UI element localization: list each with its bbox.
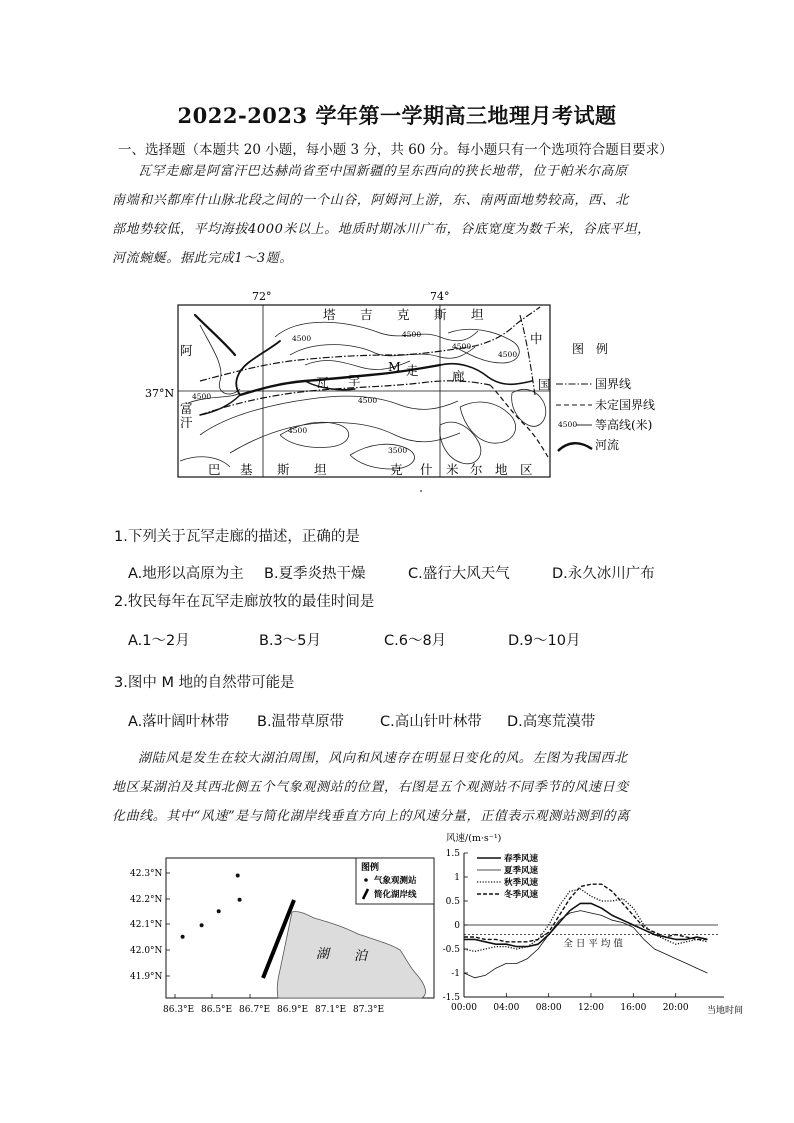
daily-mean-label: 全 日 平 均 值 — [563, 938, 623, 950]
china-label: 国 — [538, 377, 551, 392]
y-tick-label: -1.5 — [442, 993, 460, 1003]
contour-value: 3500 — [388, 446, 408, 455]
tajik-label: 吉 — [360, 307, 373, 322]
chart-xlabel: 当地时间 — [707, 1006, 744, 1016]
place-labels — [180, 307, 551, 477]
lat-tick: 42.2°N — [130, 895, 163, 905]
pakistan-label: 克 — [390, 462, 403, 477]
question-1-stem: 1.下列关于瓦罕走廊的描述，正确的是 — [114, 529, 360, 545]
y-tick-label: -0.5 — [442, 945, 460, 955]
corridor-label: 走 — [406, 363, 419, 378]
contour-value: 4500 — [288, 426, 308, 435]
afghan-label: 富 — [180, 401, 193, 416]
pakistan-label: 什 — [420, 462, 433, 477]
x-tick-label: 04:00 — [493, 1003, 520, 1013]
passage-2-line: 地区某湖泊及其西北侧五个气象观测站的位置，右图是五个观测站不同季节的风速日变 — [112, 780, 629, 795]
contour-value: 4500 — [498, 350, 518, 359]
weather-station — [181, 935, 185, 939]
afghan-label: 汗 — [180, 415, 193, 430]
q3-option-b: B.温带草原带 — [257, 714, 345, 730]
lat-tick: 42.1°N — [130, 920, 163, 930]
tajik-label: 坦 — [471, 307, 484, 322]
weather-station — [238, 898, 242, 902]
passage-2-line: 湖陆风是发生在较大湖泊周围，风向和风速存在明显日变化的风。左图为我国西北 — [138, 751, 628, 766]
legend-winter: 冬季风速 — [504, 890, 539, 900]
corridor-label: 瓦 — [316, 375, 329, 390]
contour-values — [192, 330, 517, 455]
lon-tick: 86.7°E — [239, 1005, 271, 1015]
pakistan-label: 基 — [240, 462, 253, 477]
q2-option-d: D.9～10月 — [508, 633, 581, 649]
contour-value: 4500 — [452, 342, 472, 351]
pakistan-label: 区 — [520, 462, 533, 477]
lake-label: 湖 — [316, 947, 330, 962]
q1-option-a: A.地形以高原为主 — [128, 566, 244, 582]
pakistan-label: 地 — [495, 462, 508, 477]
passage-1-line: 南端和兴都库什山脉北段之间的一个山谷，阿姆河上游，东、南两面地势较高，西、北 — [112, 193, 629, 208]
lon-tick: 86.3°E — [163, 1005, 195, 1015]
passage-1-line: 河流蜿蜒。据此完成1～3题。 — [112, 251, 293, 266]
q1-option-c: C.盛行大风天气 — [408, 566, 510, 582]
x-tick-label: 20:00 — [662, 1003, 689, 1013]
legend-summer: 夏季风速 — [504, 866, 539, 876]
wind-speed-chart — [420, 828, 765, 1018]
passage-1-line: 部地势较低，平均海拔4000米以上。地质时期冰川广布，谷底宽度为数千米，谷底平坦， — [112, 222, 651, 237]
dot-mark — [420, 490, 422, 492]
lon-tick: 86.5°E — [201, 1005, 233, 1015]
lon-tick: 87.3°E — [353, 1005, 385, 1015]
corridor-label: 罕 — [348, 373, 361, 388]
station-group — [181, 874, 242, 939]
legend-spring: 春季风速 — [504, 854, 539, 864]
lake-station-map — [128, 852, 440, 1022]
national-boundary — [200, 381, 490, 415]
passage-1 — [112, 157, 680, 273]
tajik-label: 塔 — [323, 307, 336, 322]
question-2-stem: 2.牧民每年在瓦罕走廊放牧的最佳时间是 — [114, 594, 375, 610]
legend-station: 气象观测站 — [374, 876, 417, 886]
chart-axes — [443, 849, 724, 1013]
lon-label-72: 72° — [252, 290, 272, 303]
pakistan-label: 米 — [446, 462, 459, 477]
x-tick-label: 12:00 — [578, 1003, 604, 1013]
q2-option-a: A.1～2月 — [128, 633, 190, 649]
section-heading: 一、选择题（本题共 20 小题，每小题 3 分，共 60 分。每小题只有一个选项符合题目要求） — [118, 142, 673, 158]
contour-value: 4500 — [192, 392, 212, 401]
lon-label-74: 74° — [430, 290, 450, 303]
legend-undetermined-boundary: 未定国界线 — [595, 398, 656, 412]
legend-title: 图 例 — [572, 342, 609, 356]
question-3-stem: 3.图中 M 地的自然带可能是 — [114, 675, 295, 691]
q1-option-d: D.永久冰川广布 — [552, 566, 655, 582]
q3-option-a: A.落叶阔叶林带 — [128, 714, 230, 730]
legend-river: 河流 — [595, 438, 620, 452]
passage-2-line: 化曲线。其中“风速”是与简化湖岸线垂直方向上的风速分量，正值表示观测站测到的离 — [112, 809, 630, 824]
lat-tick: 42.3°N — [130, 869, 163, 879]
y-tick-label: 0.5 — [445, 897, 460, 907]
contour-value: 4500 — [358, 396, 378, 405]
pakistan-label: 斯 — [277, 462, 290, 477]
corridor-label: 廊 — [452, 369, 465, 384]
weather-station — [236, 874, 240, 878]
q3-option-c: C.高山针叶林带 — [380, 714, 482, 730]
map1-legend — [556, 341, 655, 452]
lat-tick: 41.9°N — [130, 972, 163, 982]
legend-autumn: 秋季风速 — [504, 878, 539, 888]
wakhan-corridor-map — [140, 285, 670, 500]
tajik-label: 克 — [397, 307, 410, 322]
lon-tick: 87.1°E — [315, 1005, 347, 1015]
china-label: 中 — [530, 331, 543, 346]
pakistan-label: 坦 — [314, 462, 327, 477]
x-tick-label: 16:00 — [620, 1003, 647, 1013]
legend-title: 图例 — [361, 863, 380, 873]
tajik-label: 斯 — [434, 307, 447, 322]
q1-option-b: B.夏季炎热干燥 — [264, 566, 366, 582]
afghan-label: 阿 — [180, 343, 193, 358]
lat-label: 37°N — [145, 387, 175, 400]
map2-x-labels — [163, 1005, 384, 1015]
lon-tick: 86.9°E — [277, 1005, 309, 1015]
y-tick-label: 1.5 — [445, 849, 460, 859]
x-tick-label: 08:00 — [535, 1003, 562, 1013]
winter-wind-line — [464, 884, 707, 942]
contour-value: 4500 — [292, 334, 312, 343]
page-title: 2022-2023 学年第一学期高三地理月考试题 — [177, 103, 617, 128]
point-m-label: M — [388, 359, 401, 374]
legend-contour-sample: 4500 — [558, 420, 578, 429]
pakistan-label: 巴 — [208, 462, 221, 477]
y-tick-label: 0 — [454, 921, 460, 931]
q3-option-d: D.高寒荒漠带 — [507, 714, 596, 730]
lat-tick: 42.0°N — [130, 946, 163, 956]
chart-legend — [477, 853, 539, 900]
passage-2 — [112, 744, 682, 831]
chart-series — [464, 884, 707, 978]
map2-y-labels — [130, 869, 163, 982]
q2-option-c: C.6～8月 — [384, 633, 447, 649]
legend-contour: 等高线(米) — [595, 418, 653, 432]
legend-shoreline: 简化湖岸线 — [374, 890, 417, 900]
x-tick-label: 00:00 — [451, 1003, 477, 1013]
chart-ylabel: 风速/(m·s⁻¹) — [446, 833, 502, 844]
passage-1-line: 瓦罕走廊是阿富汗巴达赫尚省至中国新疆的呈东西向的狭长地带，位于帕米尔高原 — [138, 164, 628, 179]
pakistan-label: 尔 — [470, 462, 483, 477]
legend-national-boundary: 国界线 — [595, 377, 632, 391]
lake-label: 泊 — [354, 949, 368, 964]
q2-option-b: B.3～5月 — [259, 633, 322, 649]
lake-shape — [277, 911, 425, 998]
weather-station — [200, 923, 204, 927]
y-tick-label: -1 — [451, 969, 460, 979]
y-tick-label: 1 — [454, 873, 460, 883]
weather-station — [217, 909, 221, 913]
contour-value: 4500 — [402, 330, 422, 339]
